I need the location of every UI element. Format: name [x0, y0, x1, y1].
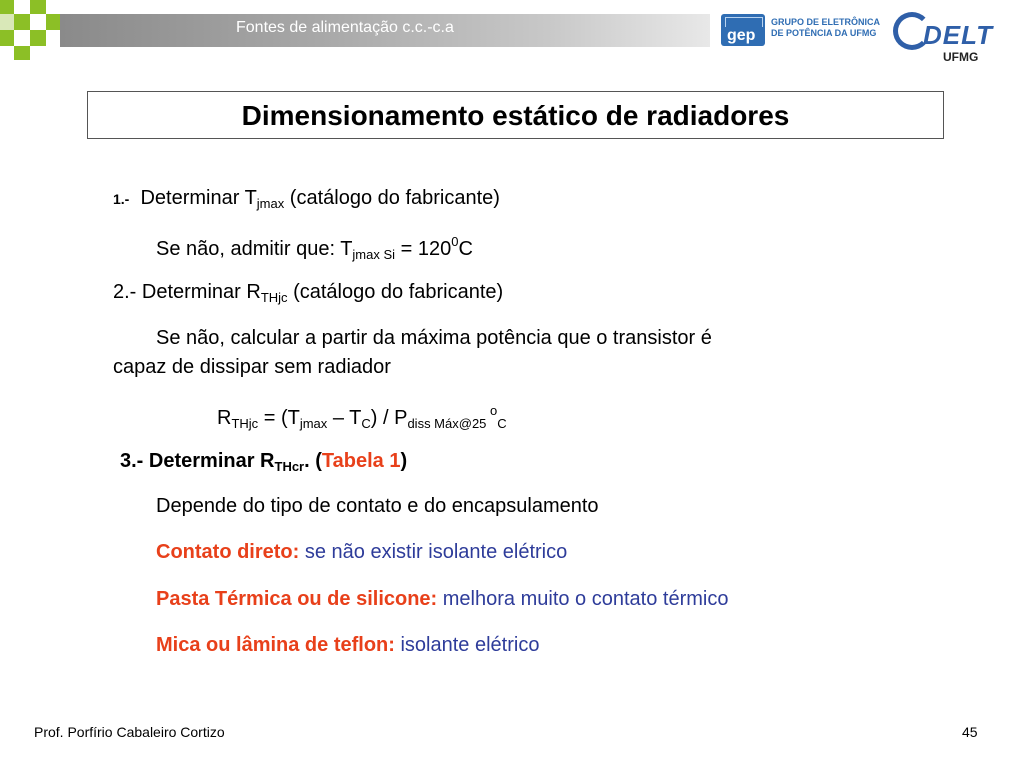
contact-direct: Contato direto: se não existir isolante elétrico — [156, 541, 568, 563]
item-2-detail-line2: capaz de dissipar sem radiador — [113, 356, 391, 378]
delt-logo: DELT UFMG — [893, 12, 993, 64]
slide-title: Dimensionamento estático de radiadores — [241, 100, 790, 131]
formula: $R_{THjc} = (T_{jmax} - T_C) / P_{diss Máx@25}$ $^o_C$ — [217, 403, 507, 431]
header-title: Fontes de alimentação c.c.-c.a — [236, 19, 454, 36]
title-box — [87, 91, 944, 139]
gep-logo: gep — [721, 14, 765, 46]
item-1: 1.- Determinar $T_{jmax}$ (catálogo do fabricante) — [113, 187, 500, 211]
item-2: 2.- Determinar $R_{THjc}$ (catálogo do fabricante) — [113, 281, 504, 305]
gep-caption: GRUPO DE ELETRÔNICA DE POTÊNCIA DA UFMG — [771, 17, 881, 38]
contact-thermal-paste: Pasta Térmica ou de silicone: melhora muito o contato térmico — [156, 588, 729, 610]
item-3: 3.- Determinar $R_{THcr}$. (Tabela 1) — [120, 450, 408, 474]
footer-author: Prof. Porfírio Cabaleiro Cortizo — [34, 724, 225, 740]
item-2-detail-line1: Se não, calcular a partir da máxima potência que o transistor é — [156, 327, 712, 349]
item-1-detail: Se não, admitir que: $T_{jmax Si} = 120^0C$ — [156, 234, 473, 262]
page-number: 45 — [962, 724, 978, 740]
contact-mica: Mica ou lâmina de teflon: isolante elétrico — [156, 634, 540, 656]
item-3-detail: Depende do tipo de contato e do encapsulamento — [156, 495, 599, 517]
tabela-1-link[interactable]: Tabela 1 — [321, 450, 401, 472]
